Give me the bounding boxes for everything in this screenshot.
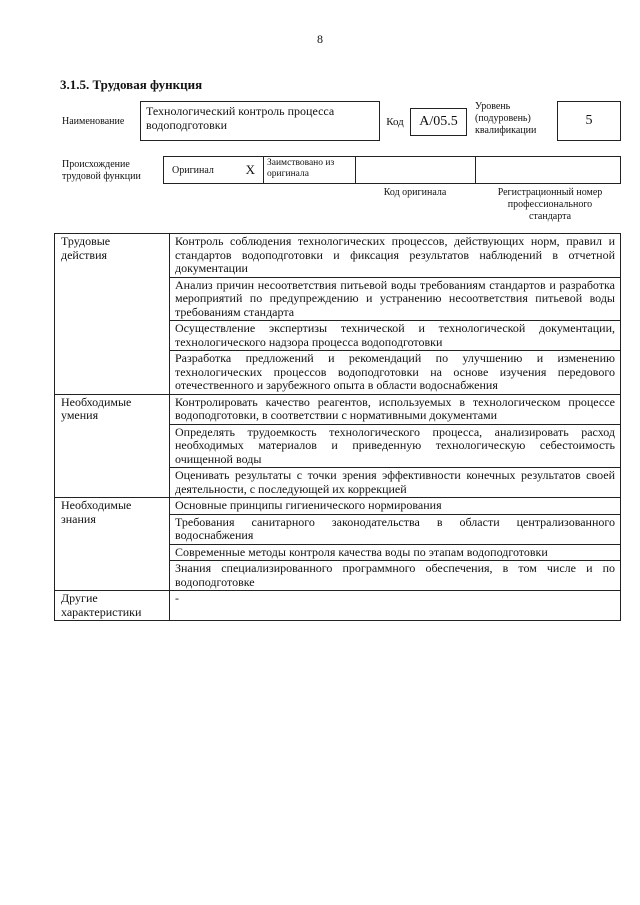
section-title: 3.1.5. Трудовая функция: [60, 77, 203, 92]
original-cell: [164, 157, 264, 183]
code-label: Код: [386, 116, 404, 128]
borrowed-label-line: Заимствовано из: [267, 158, 335, 168]
code-value: А/05.5: [410, 108, 467, 136]
origin-label-line: трудовой функции: [62, 171, 141, 182]
labor-action-item: Разработка предложений и рекомендаций по улучшению и изменению технологических процессов водоподготовки на основе изучения передового отечественного и зарубежного опыта в области водоснабжения: [170, 351, 621, 395]
category-label-line: Другие: [61, 591, 98, 605]
category-label-line: действия: [61, 247, 108, 262]
table-row: [55, 234, 621, 278]
knowledge-item: Современные методы контроля качества воды по этапам водоподготовки: [170, 544, 621, 561]
level-label-line: квалификации: [475, 125, 537, 136]
original-code-cell: [356, 157, 476, 183]
registration-number-cell: [476, 157, 620, 183]
table-row: [55, 394, 621, 424]
labor-action-item: Контроль соблюдения технологических процессов, действующих норм, правил и стандартов водоподготовки и фиксация результатов наблюдений в отчетной документации: [170, 234, 621, 278]
original-mark: X: [245, 162, 255, 177]
origin-label-line: Происхождение: [62, 159, 130, 170]
original-label: Оригинал: [172, 164, 214, 176]
category-label-line: Необходимые: [61, 498, 132, 512]
borrowed-cell: [264, 157, 356, 183]
name-label: Наименование: [62, 116, 125, 127]
category-label-line: характеристики: [61, 604, 142, 619]
level-label: [475, 101, 536, 137]
table-row: [55, 498, 621, 515]
skill-item: Оценивать результаты с точки зрения эффективности конечных результатов своей деятельности, с последующей их коррекцией: [170, 468, 621, 498]
page-number: 8: [317, 32, 323, 46]
origin-row: [163, 156, 621, 184]
category-label-line: Необходимые: [61, 394, 132, 409]
labor-action-item: Осуществление экспертизы технической и технологической документации, технологического надзора процесса водоподготовки: [170, 321, 621, 351]
category-label-line: Трудовые: [61, 234, 111, 248]
level-label-line: Уровень: [475, 101, 511, 112]
labor-actions-label: [55, 234, 170, 395]
knowledge-item: Требования санитарного законодательства в области централизованного водоснабжения: [170, 514, 621, 544]
labor-action-item: Анализ причин несоответствия питьевой воды требованиям стандартов и разработка мероприятий по предупреждению и устранению несоответствия питьевой воды требованиям стандарта: [170, 277, 621, 321]
knowledge-item: Основные принципы гигиенического нормирования: [170, 498, 621, 515]
registration-caption-line: стандарта: [528, 211, 572, 222]
registration-caption: [485, 187, 615, 223]
registration-caption-line: профессионального: [507, 199, 593, 210]
borrowed-label-line: оригинала: [267, 169, 309, 179]
other-label: [55, 591, 170, 621]
level-value: 5: [557, 101, 621, 141]
category-label-line: знания: [61, 511, 96, 526]
knowledge-item: Знания специализированного программного обеспечения, в том числе и по водоподготовке: [170, 561, 621, 591]
origin-label: [62, 159, 141, 183]
table-row: [55, 591, 621, 621]
registration-caption-line: Регистрационный номер: [497, 187, 603, 198]
skill-item: Контролировать качество реагентов, используемых в технологическом процессе водоподготовки, в соответствии с нормативными документами: [170, 394, 621, 424]
function-table: [54, 233, 621, 621]
original-code-caption: Код оригинала: [383, 187, 447, 198]
skill-item: Определять трудоемкость технологического процесса, анализировать расход необходимых материалов и приведенную технологическую себестоимость очищенной воды: [170, 424, 621, 468]
level-label-line: (подуровень): [475, 113, 531, 124]
category-label-line: умения: [61, 408, 99, 422]
knowledge-label: [55, 498, 170, 591]
skills-label: [55, 394, 170, 498]
name-value: Технологический контроль процесса водоподготовки: [140, 101, 380, 141]
other-value: -: [170, 591, 621, 621]
